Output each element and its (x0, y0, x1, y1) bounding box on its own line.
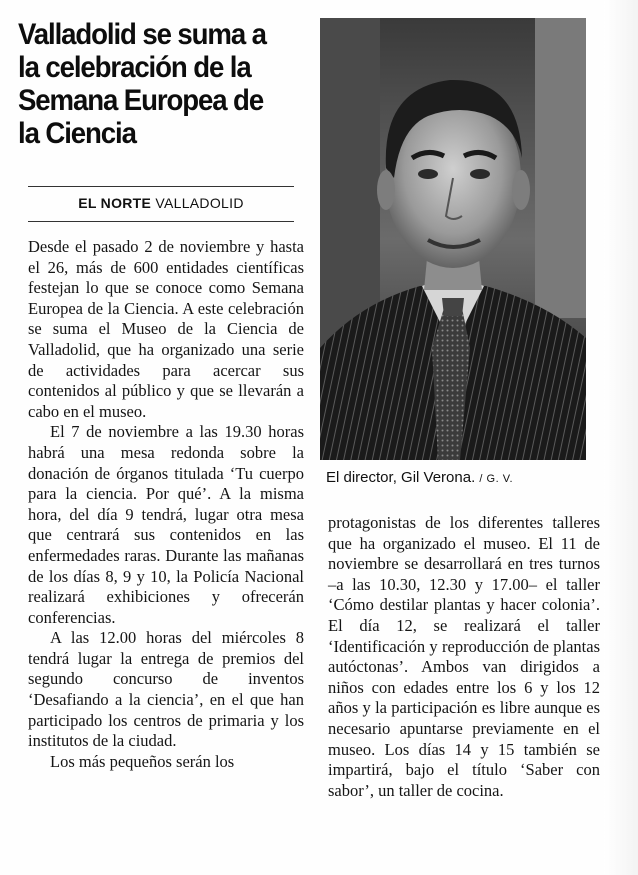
article-column-left (28, 237, 304, 772)
photo-caption (326, 467, 596, 490)
byline-divider-top (28, 186, 294, 187)
byline-location: VALLADOLID (155, 195, 244, 211)
article-column-right (328, 513, 600, 801)
portrait-photo-icon (320, 18, 586, 460)
portrait-illustration (320, 18, 586, 460)
byline (28, 193, 294, 213)
photo-credit: / G. V. (479, 473, 514, 485)
article-paragraph-continuation: protagonistas de los diferentes talleres que ha organizado el museo. El 11 de noviembre se desarrollará en tres turnos –a las 10.30, 12.30 y 17.00– el taller ‘Cómo destilar plantas y hacer colonia’. El día 12, se realizará el taller ‘Identificación y reproducción de plantas autóctonas’. Ambos van dirigidos a niños con edades entre los 6 y los 12 años y la participación es libre aunque es necesario apuntarse previamente en el museo. Los días 14 y 15 también se impartirá, bajo el título ‘Saber con sabor’, un taller de cocina. (328, 513, 600, 800)
article-paragraph: El 7 de noviembre a las 19.30 horas habrá una mesa redonda sobre la donación de órganos titulada ‘Tu cuerpo para la ciencia. Por qué’. A la misma hora, del día 9 tendrá, lugar otra mesa que centrará sus contenidos en las enfermedades raras. Durante las mañanas de los días 8, 9 y 10, la Policía Nacional realizará exhibiciones y ofrecerán conferencias. (28, 422, 304, 627)
byline-publication: EL NORTE (78, 195, 152, 211)
byline-divider-bottom (28, 221, 294, 222)
scan-margin (604, 0, 638, 875)
photo-caption-text: El director, Gil Verona. (326, 469, 476, 486)
article-paragraph: Los más pequeños serán los (50, 751, 235, 771)
article-headline: Valladolid se suma a la celebración de la Semana Europea de la Ciencia (18, 18, 266, 150)
article-paragraph: A las 12.00 horas del miércoles 8 tendrá lugar la entrega de premios del segundo concurso de inventos ‘Desafiando a la ciencia’, en el que han participado los centros de primaria y los institutos de la ciudad. (28, 628, 304, 751)
article-paragraph: Desde el pasado 2 de noviembre y hasta el 26, más de 600 entidades científicas festejan lo que se conoce como Semana Europea de la Ciencia. A este celebración se suma el Museo de la Ciencia de Valladolid, que ha organizado una serie de actividades para acercar sus contenidos al público y que se llevarán a cabo en el museo. (28, 237, 304, 421)
